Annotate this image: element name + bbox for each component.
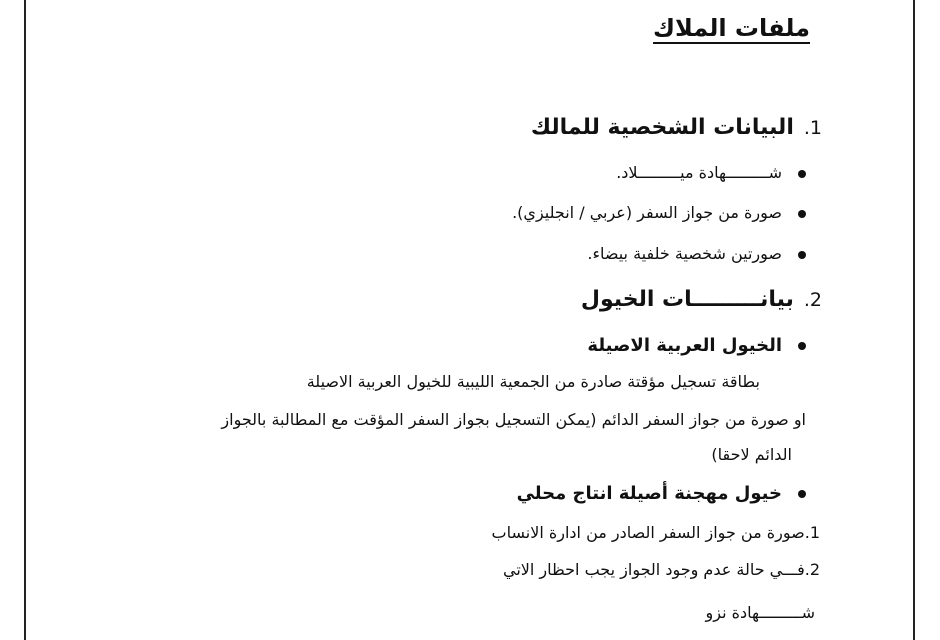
- document-title: ملفات الملاك: [653, 14, 810, 42]
- arabian-line-3: الدائم لاحقا): [711, 445, 792, 464]
- list-item: شـــــــــهادة ميـــــــــلاد.: [616, 163, 806, 182]
- hybrid-item-2: 2.فـــي حالة عدم وجود الجواز يجب احظار الاتي: [502, 560, 820, 579]
- arabian-line-1: بطاقة تسجيل مؤقتة صادرة من الجمعية الليبية للخيول العربية الاصيلة: [306, 372, 760, 391]
- bullet-icon: [798, 251, 806, 259]
- section1-title: البيانات الشخصية للمالك: [530, 115, 794, 140]
- section1-heading: [531, 115, 822, 140]
- bullet-icon: [798, 342, 806, 350]
- page-border-left: [24, 0, 26, 640]
- arabian-horses-heading: الخيول العربية الاصيلة: [587, 335, 806, 356]
- list-item: صورتين شخصية خلفية بيضاء.: [587, 244, 806, 263]
- section1-number: 1.: [803, 117, 822, 139]
- hybrid-horses-heading: خيول مهجنة أصيلة انتاج محلي: [517, 483, 806, 504]
- bullet-icon: [798, 170, 806, 178]
- list-item: صورة من جواز السفر (عربي / انجليزي).: [512, 203, 806, 222]
- bullet-icon: [798, 210, 806, 218]
- hybrid-item-1: 1.صورة من جواز السفر الصادر من ادارة الانساب: [491, 523, 820, 542]
- arabian-line-2: او صورة من جواز السفر الدائم (يمكن التسجيل بجواز السفر المؤقت مع المطالبة بالجواز: [221, 410, 806, 429]
- bullet-icon: [798, 490, 806, 498]
- section2-heading: [581, 287, 822, 312]
- section2-number: 2.: [803, 289, 822, 311]
- page-border-right: [913, 0, 915, 640]
- section2-title: بيانـــــــــات الخيول: [580, 287, 794, 312]
- hybrid-sub-item: شـــــــــهادة نزو: [705, 603, 815, 622]
